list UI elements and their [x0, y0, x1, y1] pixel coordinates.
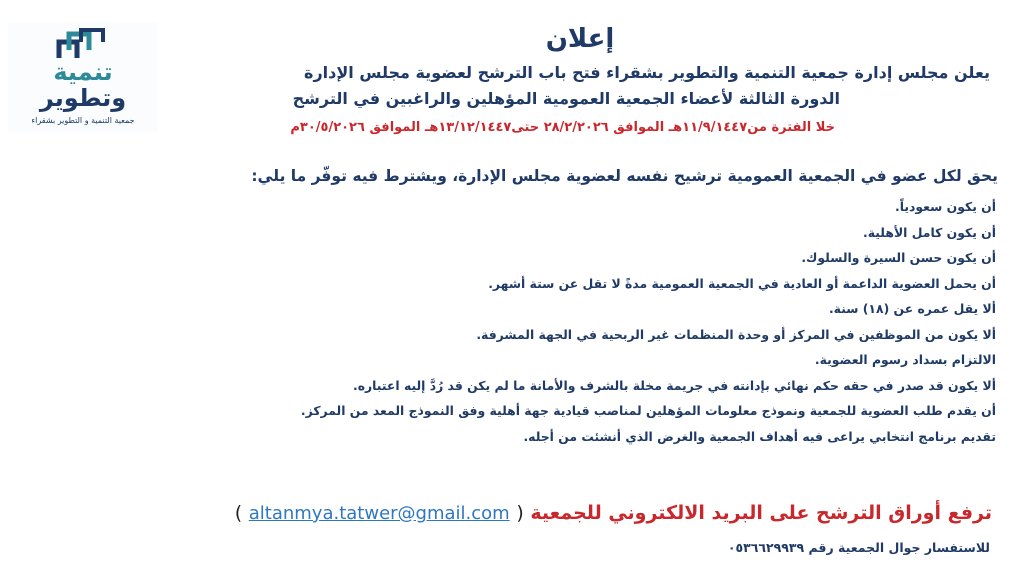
requirement-item: أن يكون حسن السيرة والسلوك. — [801, 250, 996, 265]
requirement-item: أن يقدم طلب العضوية للجمعية ونموذج معلومات المؤهلين لمناصب قيادية جهة أهلية وفق النموذج المعد من المركز. — [300, 403, 996, 418]
requirement-item: أن يحمل العضوية الداعمة أو العادية في الجمعية العمومية مدةً لا تقل عن ستة أشهر. — [488, 275, 996, 291]
logo-tagline: جمعية التنمية و التطوير بشقراء — [31, 116, 135, 125]
requirement-item: ألا يقل عمره عن (١٨) سنة. — [828, 301, 996, 316]
requirement-item: ألا يكون من الموظفين في المركز أو وحدة المنظمات غير الربحية في الجهة المشرفة. — [476, 326, 996, 342]
requirement-item: تقديم برنامج انتخابي يراعى فيه أهداف الجمعية والغرض الذي أنشئت من أجله. — [523, 428, 996, 444]
submission-text: ترفع أوراق الترشح على البريد الالكتروني للجمعية — [530, 502, 992, 524]
logo-mark-icon — [55, 28, 111, 62]
logo-word-tanmia: تنمية — [53, 58, 113, 86]
paren-close: ) — [234, 502, 243, 524]
inquiry-phone: للاستفسار جوال الجمعية رقم ٠٥٣٦٦٢٩٩٣٩ — [727, 540, 990, 555]
email-link[interactable]: altanmya.tatwer@gmail.com — [248, 503, 510, 524]
requirements-list — [301, 194, 996, 449]
requirement-item: ألا يكون قد صدر في حقه حكم نهائي بإدانته في جريمة مخلة بالشرف والأمانة ما لم يكن قد رُدَّ إليه اعتباره. — [353, 377, 996, 393]
eligibility-intro: يحق لكل عضو في الجمعية العمومية ترشيح نفسه لعضوية مجلس الإدارة، ويشترط فيه توفّر ما يلي: — [251, 167, 998, 185]
requirement-item: أن يكون كامل الأهلية. — [863, 224, 996, 240]
page-title: إعلان — [545, 24, 615, 54]
requirement-item: أن يكون سعودياً. — [895, 199, 996, 214]
association-logo — [8, 22, 158, 132]
paren-open: ( — [516, 502, 524, 524]
candidacy-period: خلا الفترة من١١/٩/١٤٤٧هـ الموافق ٢٨/٢/٢٠٢٦ حتى١٣/١٢/١٤٤٧هـ الموافق ٣٠/٥/٢٠٢٦م — [290, 120, 835, 135]
header-line-2: الدورة الثالثة لأعضاء الجمعية العمومية المؤهلين والراغبين في الترشح — [292, 89, 840, 108]
submission-instruction — [235, 498, 992, 529]
logo-word-tatweer: وتطوير — [39, 84, 127, 112]
header-line-1: يعلن مجلس إدارة جمعية التنمية والتطوير بشقراء فتح باب الترشح لعضوية مجلس الإدارة — [304, 63, 990, 82]
requirement-item: الالتزام بسداد رسوم العضوية. — [814, 352, 996, 367]
